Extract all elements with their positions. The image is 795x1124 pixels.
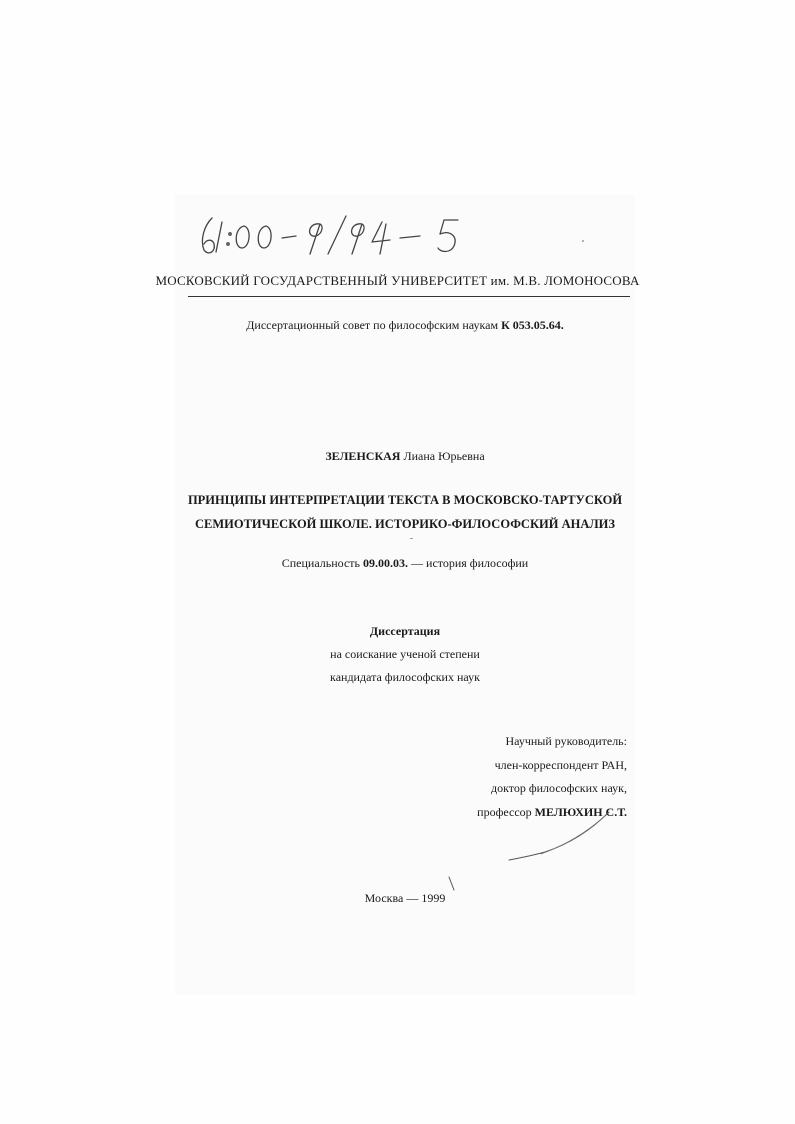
dissertation-heading: Диссертация	[369, 624, 441, 638]
degree-statement	[150, 620, 660, 689]
council-text: Диссертационный совет по философским наукам	[246, 318, 502, 332]
degree-line-1: на соискание ученой степени	[330, 647, 480, 661]
council-code: К 053.05.64.	[501, 318, 564, 332]
dissertation-title	[150, 488, 660, 536]
handwritten-signature	[505, 808, 625, 868]
scan-speck	[582, 240, 584, 242]
supervisor-title-1: член-корреспондент РАН,	[494, 757, 627, 772]
supervisor-name: МЕЛЮХИН С.Т.	[534, 804, 627, 819]
dissertation-council	[150, 318, 660, 333]
title-line-1: ПРИНЦИПЫ ИНТЕРПРЕТАЦИИ ТЕКСТА В МОСКОВСКО-ТАРТУСКОЙ	[187, 493, 623, 507]
header-divider	[188, 296, 630, 297]
author-surname: ЗЕЛЕНСКАЯ	[325, 449, 401, 463]
degree-line-2: кандидата философских наук	[330, 670, 480, 684]
author-name	[150, 449, 660, 464]
handwritten-catalog-number	[196, 212, 496, 256]
specialty	[150, 556, 660, 571]
author-given-name: Лиана Юрьевна	[400, 449, 485, 463]
university-name: МОСКОВСКИЙ ГОСУДАРСТВЕННЫЙ УНИВЕРСИТЕТ им. М.В. ЛОМОНОСОВА	[155, 273, 640, 288]
specialty-name: — история философии	[408, 556, 529, 570]
pen-mark	[446, 876, 458, 892]
supervisor-rank: профессор	[477, 804, 535, 819]
city-and-year: Москва — 1999	[364, 891, 446, 905]
supervisor-title-2: доктор философских наук,	[491, 781, 627, 795]
specialty-code: 09.00.03.	[363, 556, 409, 570]
scan-background	[175, 195, 635, 995]
scan-speck	[410, 538, 413, 539]
title-line-2: СЕМИОТИЧЕСКОЙ ШКОЛЕ. ИСТОРИКО-ФИЛОСОФСКИЙ АНАЛИЗ	[194, 517, 615, 531]
supervisor-role: Научный руководитель:	[505, 734, 627, 748]
specialty-label: Специальность	[281, 556, 364, 570]
